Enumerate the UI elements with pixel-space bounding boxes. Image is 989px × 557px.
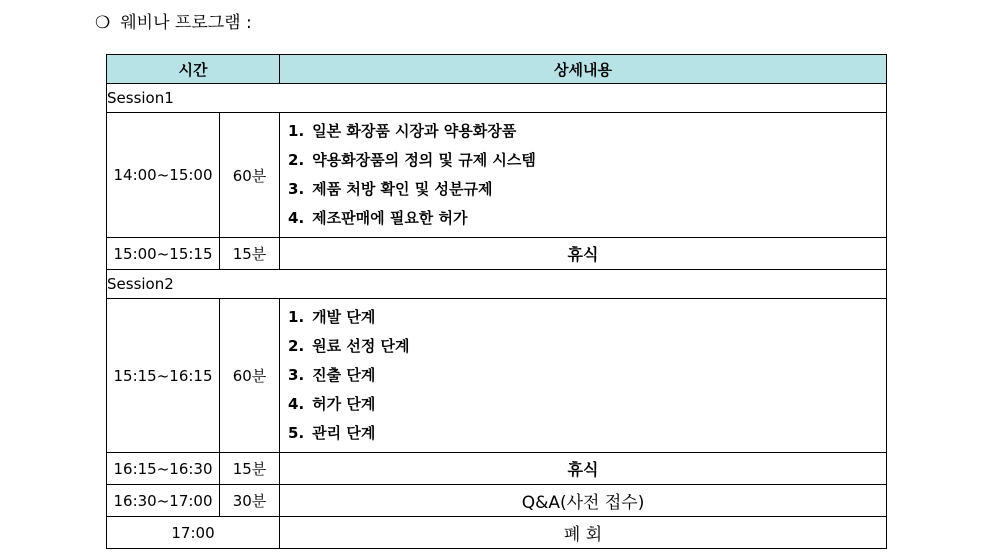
- list-item-number: 5.: [288, 424, 305, 442]
- list-item-number: 1.: [288, 308, 305, 326]
- list-item-number: 3.: [288, 180, 305, 198]
- list-item-text: 개발 단계: [312, 308, 376, 326]
- session1-break-row: [107, 238, 887, 270]
- list-item-text: 진출 단계: [312, 366, 376, 384]
- session2-break-label: 휴식: [280, 453, 887, 485]
- session2-break-time: 16:15~16:30: [107, 453, 220, 485]
- closing-time: 17:00: [107, 517, 280, 549]
- session1-block-row: [107, 113, 887, 238]
- list-item-text: 일본 화장품 시장과 약용화장품: [312, 122, 517, 140]
- list-item-text: 제조판매에 필요한 허가: [312, 209, 468, 227]
- list-item: [288, 390, 886, 419]
- circle-bullet-icon: ❍: [95, 13, 111, 33]
- program-heading-text: 웨비나 프로그램 :: [120, 13, 252, 33]
- list-item: [288, 361, 886, 390]
- session1-detail-cell: [280, 113, 887, 238]
- list-item-number: 2.: [288, 337, 305, 355]
- list-item-number: 3.: [288, 366, 305, 384]
- list-item-number: 4.: [288, 395, 305, 413]
- list-item-number: 1.: [288, 122, 305, 140]
- list-item: [288, 332, 886, 361]
- session2-block-time: 15:15~16:15: [107, 299, 220, 453]
- qa-row: [107, 485, 887, 517]
- session1-break-label: 휴식: [280, 238, 887, 270]
- session2-row: [107, 270, 887, 299]
- session1-row: [107, 84, 887, 113]
- program-table: [106, 54, 887, 549]
- session2-topic-list: [280, 299, 886, 452]
- header-time: 시간: [107, 55, 280, 84]
- session1-break-time: 15:00~15:15: [107, 238, 220, 270]
- list-item-text: 제품 처방 확인 및 성분규제: [312, 180, 493, 198]
- session2-break-row: [107, 453, 887, 485]
- session1-block-time: 14:00~15:00: [107, 113, 220, 238]
- session1-label: Session1: [107, 84, 887, 113]
- qa-duration: 30분: [220, 485, 280, 517]
- list-item-number: 2.: [288, 151, 305, 169]
- list-item: [288, 175, 886, 204]
- list-item: [288, 419, 886, 448]
- closing-row: [107, 517, 887, 549]
- session1-break-duration: 15분: [220, 238, 280, 270]
- table-header-row: [107, 55, 887, 84]
- list-item: [288, 117, 886, 146]
- list-item: [288, 303, 886, 332]
- list-item-text: 허가 단계: [312, 395, 376, 413]
- session2-block-duration: 60분: [220, 299, 280, 453]
- session1-topic-list: [280, 113, 886, 237]
- session1-block-duration: 60분: [220, 113, 280, 238]
- list-item-number: 4.: [288, 209, 305, 227]
- list-item: [288, 204, 886, 233]
- list-item-text: 원료 선정 단계: [312, 337, 410, 355]
- session2-label: Session2: [107, 270, 887, 299]
- program-heading: [95, 8, 252, 33]
- header-detail: 상세내용: [280, 55, 887, 84]
- session2-break-duration: 15분: [220, 453, 280, 485]
- qa-time: 16:30~17:00: [107, 485, 220, 517]
- list-item: [288, 146, 886, 175]
- closing-label: 폐 회: [280, 517, 887, 549]
- session2-detail-cell: [280, 299, 887, 453]
- qa-label: Q&A(사전 접수): [280, 485, 887, 517]
- session2-block-row: [107, 299, 887, 453]
- list-item-text: 약용화장품의 정의 및 규제 시스템: [312, 151, 536, 169]
- list-item-text: 관리 단계: [312, 424, 376, 442]
